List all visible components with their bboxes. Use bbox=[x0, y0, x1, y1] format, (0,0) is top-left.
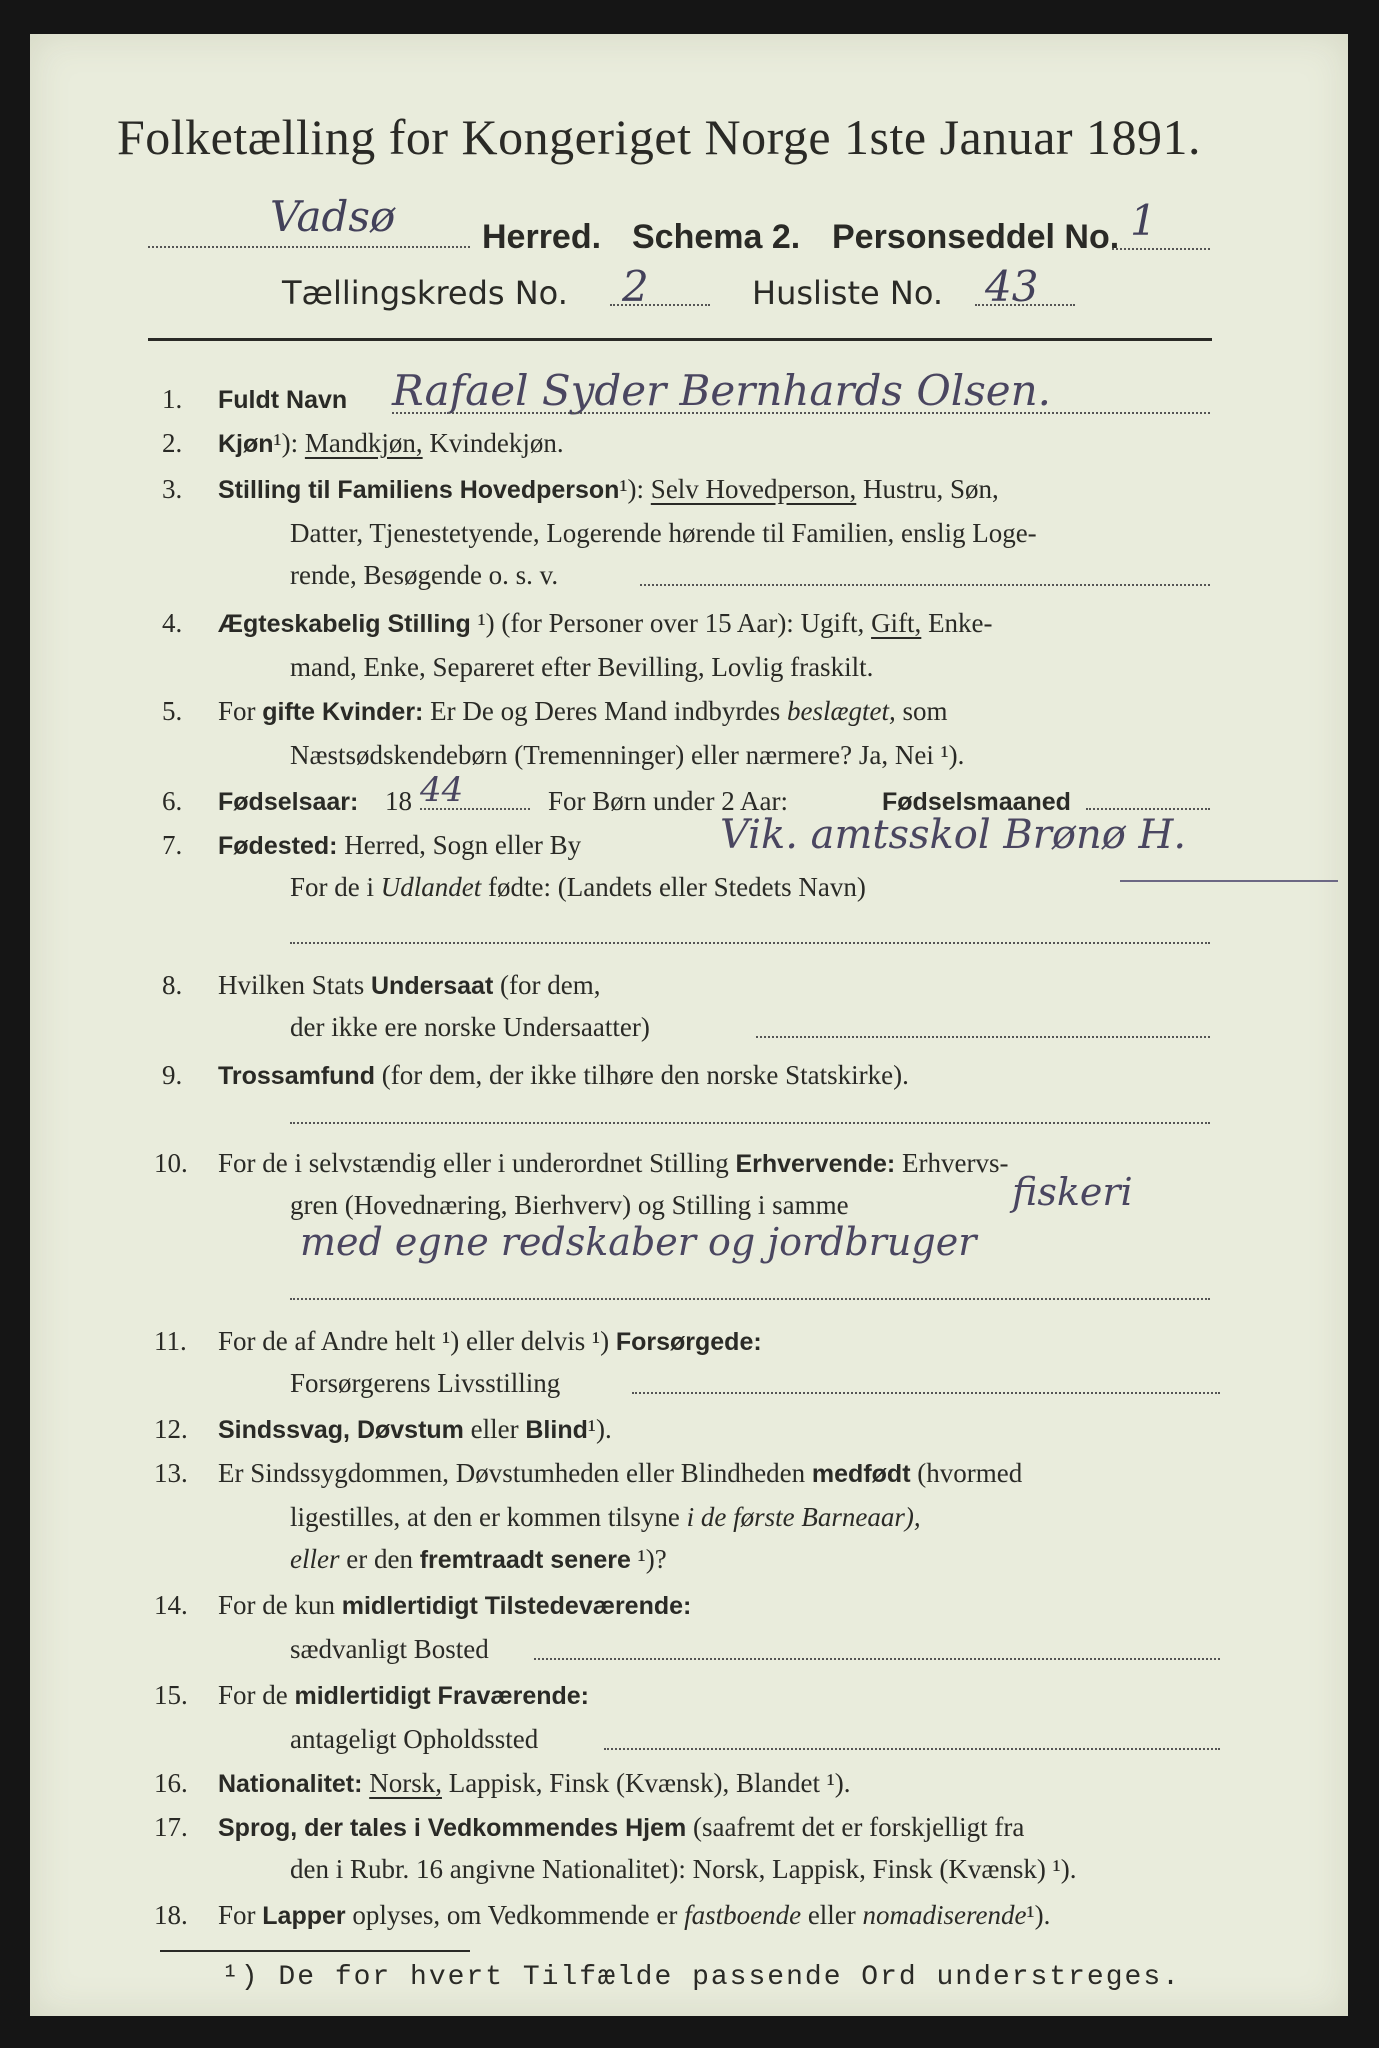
family-position-head: Selv Hovedperson, bbox=[650, 474, 857, 504]
birth-month-dots bbox=[1086, 808, 1210, 810]
family-position-label: Stilling til Familiens Hovedperson bbox=[218, 476, 620, 504]
family-position-line3: rende, Besøgende o. s. v. bbox=[290, 560, 559, 590]
occupation-line2: gren (Hovednæring, Bierhverv) og Stilling i samme bbox=[290, 1190, 849, 1220]
temporary-present-label: midlertidigt Tilstedeværende: bbox=[341, 1592, 692, 1620]
disability-blind: Blind bbox=[525, 1416, 588, 1444]
item-number: 15. bbox=[154, 1680, 188, 1710]
religion-text: (for dem, der ikke tilhøre den norske Statskirke). bbox=[381, 1060, 909, 1090]
herred-value: Vadsø bbox=[270, 192, 396, 241]
item-number: 17. bbox=[154, 1812, 188, 1842]
item-number: 11. bbox=[154, 1326, 187, 1356]
birth-month-label: Fødselsmaaned bbox=[882, 788, 1071, 816]
married-women-line2: Næstsødskendebørn (Tremenninger) eller nærmere? Ja, Nei ¹). bbox=[290, 740, 965, 770]
full-name-value: Rafael Syder Bernhards Olsen. bbox=[392, 366, 1051, 415]
marital-status-text: Enke- bbox=[928, 608, 993, 638]
herred-dots bbox=[148, 246, 470, 248]
birthplace-label: Fødested: bbox=[218, 832, 338, 860]
occupation-label: Erhvervende: bbox=[735, 1150, 896, 1178]
congenital-italic: i de første Barneaar), bbox=[686, 1502, 921, 1532]
temporary-absent-text: For de bbox=[218, 1680, 288, 1710]
probable-residence-dots bbox=[604, 1748, 1220, 1750]
item-number: 13. bbox=[154, 1458, 188, 1488]
item-number: 14. bbox=[154, 1590, 188, 1620]
marital-status-label: Ægteskabelig Stilling bbox=[218, 610, 471, 638]
item-number: 2. bbox=[162, 428, 183, 458]
footnote-ref: ¹)? bbox=[637, 1544, 667, 1574]
item-number: 6. bbox=[162, 786, 183, 816]
birth-year-prefix: 18 bbox=[385, 786, 412, 816]
footnote-ref: ¹): bbox=[273, 428, 299, 458]
usual-residence-dots bbox=[534, 1658, 1220, 1660]
sex-label: Kjøn bbox=[218, 430, 274, 458]
kreds-dots bbox=[610, 304, 710, 306]
sami-text: oplyses, om Vedkommende er bbox=[352, 1900, 678, 1930]
usual-residence-label: sædvanligt Bosted bbox=[290, 1634, 489, 1664]
congenital-line2: ligestilles, at den er kommen tilsyne bbox=[290, 1502, 680, 1532]
sami-pre: For bbox=[218, 1900, 256, 1930]
header-rule bbox=[148, 338, 1212, 341]
citizenship-pre: Hvilken Stats bbox=[218, 970, 365, 1000]
herred-label: Herred. bbox=[482, 218, 602, 256]
marital-status-text: ¹) (for Personer over 15 Aar): Ugift, bbox=[477, 608, 865, 638]
item-number: 10. bbox=[154, 1148, 188, 1178]
item-number: 8. bbox=[162, 970, 183, 1000]
footnote: ¹) De for hvert Tilfælde passende Ord understreges. bbox=[222, 1962, 1181, 1993]
footnote-ref: ¹): bbox=[619, 474, 645, 504]
disability-label: Sindssvag, Døvstum bbox=[218, 1416, 464, 1444]
personseddel-dots bbox=[1112, 248, 1210, 250]
footnote-ref: ¹). bbox=[587, 1414, 612, 1444]
item-number: 9. bbox=[162, 1060, 183, 1090]
form-title: Folketælling for Kongeriget Norge 1ste Januar 1891. bbox=[116, 109, 1202, 165]
citizenship-line2: der ikke ere norske Undersaatter) bbox=[290, 1012, 650, 1042]
religion-label: Trossamfund bbox=[218, 1062, 375, 1090]
supporter-occupation-label: Forsørgerens Livsstilling bbox=[290, 1368, 561, 1398]
temporary-absent-label: midlertidigt Fraværende: bbox=[294, 1682, 589, 1710]
personseddel-label: Personseddel No. bbox=[832, 218, 1120, 256]
birth-year-label: Fødselsaar: bbox=[218, 788, 359, 816]
later-onset-label: fremtraadt senere bbox=[419, 1546, 631, 1574]
abroad-ink-line bbox=[1120, 880, 1338, 882]
footnote-rule bbox=[160, 1950, 470, 1952]
citizenship-label: Undersaat bbox=[371, 972, 494, 1000]
item-number: 4. bbox=[162, 608, 183, 638]
item-number: 3. bbox=[162, 474, 183, 504]
sami-or: eller bbox=[807, 1900, 856, 1930]
marital-status-line2: mand, Enke, Separeret efter Bevilling, Lovlig fraskilt. bbox=[290, 652, 874, 682]
language-text: (saafremt det er forskjelligt fra bbox=[692, 1812, 1025, 1842]
family-position-dots bbox=[640, 584, 1210, 586]
language-line2: den i Rubr. 16 angivne Nationalitet): Norsk, Lappisk, Finsk (Kvænsk) ¹). bbox=[290, 1854, 1077, 1884]
married-women-italic: beslægtet, bbox=[787, 696, 896, 726]
item-number: 18. bbox=[154, 1900, 188, 1930]
kreds-value: 2 bbox=[622, 262, 649, 311]
occupation-text: Erhvervs- bbox=[902, 1148, 1009, 1178]
family-position-options: Hustru, Søn, bbox=[863, 474, 999, 504]
occupation-value-2: med egne redskaber og jordbruger bbox=[300, 1220, 977, 1264]
married-women-pre: For bbox=[218, 696, 256, 726]
item-number: 16. bbox=[154, 1768, 188, 1798]
nationality-label: Nationalitet: bbox=[218, 1770, 363, 1798]
full-name-dots bbox=[392, 412, 1210, 414]
congenital-text: (hvormed bbox=[917, 1458, 1023, 1488]
footnote-ref: ¹). bbox=[1026, 1900, 1051, 1930]
abroad-dots bbox=[290, 942, 1210, 944]
religion-dots bbox=[290, 1122, 1210, 1124]
kreds-label: Tællingskreds No. bbox=[282, 274, 568, 312]
occupation-dots bbox=[290, 1298, 1210, 1300]
probable-residence-label: antageligt Opholdssted bbox=[290, 1724, 539, 1754]
item-number: 1. bbox=[162, 384, 183, 414]
disability-or: eller bbox=[470, 1414, 519, 1444]
husliste-dots bbox=[975, 304, 1075, 306]
sex-option-female: Kvindekjøn. bbox=[429, 428, 564, 458]
abroad-text: For de i bbox=[290, 872, 374, 902]
birth-year-value: 44 bbox=[420, 770, 464, 810]
sami-label: Lapper bbox=[262, 1902, 346, 1930]
sami-nomadic: nomadiserende bbox=[862, 1900, 1027, 1930]
citizenship-post: (for dem, bbox=[500, 970, 601, 1000]
abroad-text: fødte: (Landets eller Stedets Navn) bbox=[488, 872, 866, 902]
husliste-label: Husliste No. bbox=[752, 274, 943, 312]
birth-month-text: For Børn under 2 Aar: bbox=[548, 786, 788, 816]
married-women-text: som bbox=[902, 696, 948, 726]
birthplace-text: Herred, Sogn eller By bbox=[344, 830, 582, 860]
full-name-label: Fuldt Navn bbox=[218, 386, 348, 414]
congenital-text: Er Sindssygdommen, Døvstumheden eller Blindheden bbox=[218, 1458, 806, 1488]
dependent-text: For de af Andre helt ¹) eller delvis ¹) bbox=[218, 1326, 610, 1356]
occupation-text: For de i selvstændig eller i underordnet Stilling bbox=[218, 1148, 729, 1178]
supporter-dots bbox=[632, 1392, 1220, 1394]
congenital-text: er den bbox=[346, 1544, 413, 1574]
marital-status-married: Gift, bbox=[871, 608, 922, 638]
language-label: Sprog, der tales i Vedkommendes Hjem bbox=[218, 1814, 687, 1842]
congenital-or: eller bbox=[290, 1544, 340, 1574]
schema-label: Schema 2. bbox=[632, 218, 801, 256]
married-women-text: Er De og Deres Mand indbyrdes bbox=[430, 696, 781, 726]
sami-settled: fastboende bbox=[684, 1900, 802, 1930]
item-number: 12. bbox=[154, 1414, 188, 1444]
family-position-line2: Datter, Tjenestetyende, Logerende hørende til Familien, enslig Loge- bbox=[290, 518, 1037, 548]
occupation-value-1: fiskeri bbox=[1012, 1170, 1133, 1214]
sex-option-male: Mandkjøn, bbox=[304, 428, 423, 458]
temporary-present-text: For de kun bbox=[218, 1590, 335, 1620]
birthplace-value: Vik. amtsskol Brønø H. bbox=[720, 812, 1187, 858]
abroad-italic: Udlandet bbox=[380, 872, 482, 902]
birth-year-dots bbox=[420, 808, 530, 810]
personseddel-value: 1 bbox=[1130, 196, 1157, 245]
dependent-label: Forsørgede: bbox=[615, 1328, 762, 1356]
congenital-label: medfødt bbox=[811, 1460, 911, 1488]
nationality-options: Lappisk, Finsk (Kvænsk), Blandet ¹). bbox=[448, 1768, 851, 1798]
item-number: 5. bbox=[162, 696, 183, 726]
citizenship-dots bbox=[756, 1036, 1210, 1038]
husliste-value: 43 bbox=[985, 262, 1039, 311]
nationality-norsk: Norsk, bbox=[369, 1768, 442, 1798]
census-form-page bbox=[30, 34, 1348, 2016]
married-women-label: gifte Kvinder: bbox=[262, 698, 424, 726]
item-number: 7. bbox=[162, 830, 183, 860]
